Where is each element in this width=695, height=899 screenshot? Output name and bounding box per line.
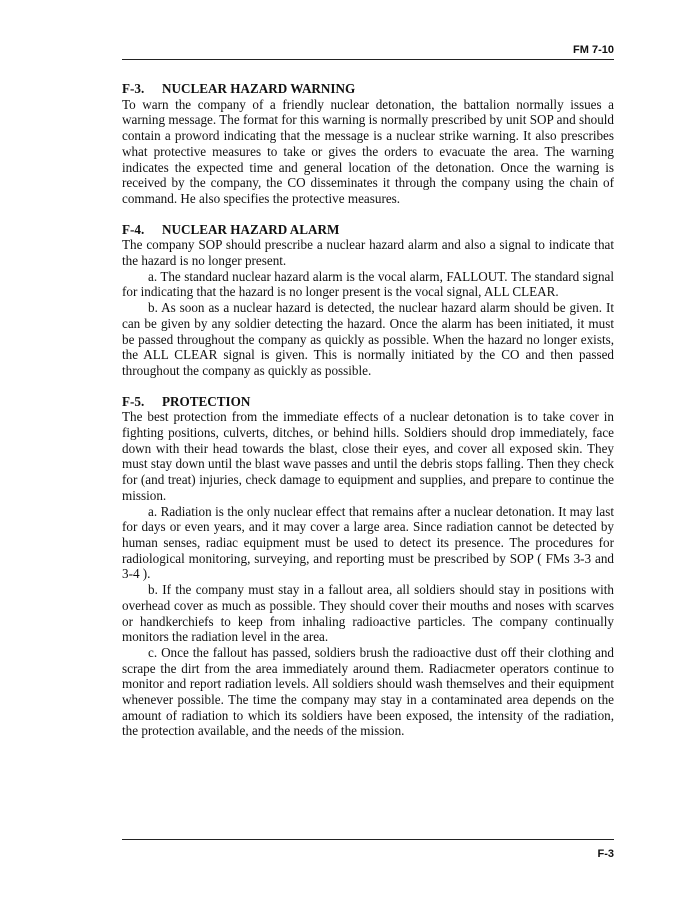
- page-footer: [122, 839, 614, 860]
- page-content: [122, 81, 614, 754]
- section-number: F-5.: [122, 393, 145, 409]
- paragraph: c. Once the fallout has passed, soldiers brush the radioactive dust off their clothing and scrape the dirt from the area immediately around them. Radiacmeter operators continue to monitor and report radiation levels. All soldiers should wash themselves and their equipment whenever possible. The time the company may stay in a contaminated area depends on the amount of radiation to which its soldiers have been exposed, the intensity of the radiation, the protection available, and the needs of the mission.: [122, 644, 614, 739]
- section-f5: [122, 394, 614, 739]
- page-header: [122, 44, 614, 60]
- paragraph: a. Radiation is the only nuclear effect that remains after a nuclear detonation. It may last for days or even years, and it may cover a large area. Since radiation cannot be detected by human senses, radiac equipment must be used to detect its presence. The procedures for radiological monitoring, surveying, and reporting must be prescribed by SOP ( FMs 3-3 and 3-4 ).: [122, 503, 614, 582]
- section-number: F-4.: [122, 221, 145, 237]
- document-id: FM 7-10: [573, 44, 614, 56]
- paragraph: b. If the company must stay in a fallout area, all soldiers should stay in positions with overhead cover as much as possible. They should cover their mouths and noses with scarves or handkerchiefs to keep from inhaling radioactive particles. The company continually monitors the radiation level in the area.: [122, 582, 614, 645]
- section-heading: [122, 394, 614, 410]
- section-f4: [122, 222, 614, 379]
- page-number: F-3: [597, 848, 614, 860]
- section-title: NUCLEAR HAZARD WARNING: [162, 81, 356, 96]
- section-heading: [122, 81, 614, 97]
- paragraph: The company SOP should prescribe a nuclear hazard alarm and also a signal to indicate that the hazard is no longer present.: [122, 237, 614, 269]
- section-f3: [122, 81, 614, 207]
- section-heading: [122, 222, 614, 238]
- section-title: PROTECTION: [162, 393, 251, 409]
- section-number: F-3.: [122, 81, 145, 96]
- section-title: NUCLEAR HAZARD ALARM: [162, 221, 340, 237]
- paragraph: a. The standard nuclear hazard alarm is the vocal alarm, FALLOUT. The standard signal for indicating that the hazard is no longer present is the vocal signal, ALL CLEAR.: [122, 268, 614, 300]
- paragraph: b. As soon as a nuclear hazard is detected, the nuclear hazard alarm should be given. It can be given by any soldier detecting the hazard. Once the alarm has been initiated, it must be passed throughout the company as quickly as possible. When the hazard no longer exists, the ALL CLEAR signal is given. This is normally initiated by the CO and then passed throughout the company as quickly as possible.: [122, 300, 614, 378]
- paragraph: To warn the company of a friendly nuclear detonation, the battalion normally issues a warning message. The format for this warning is normally prescribed by unit SOP and should contain a proword indicating that the message is a nuclear strike warning. It also prescribes what protective measures to take or gives the orders to evacuate the area. The warning indicates the expected time and general location of the detonation. Once the warning is received by the company, the CO disseminates it through the company using the chain of command. He also specifies the protective measures.: [122, 96, 614, 206]
- paragraph: The best protection from the immediate effects of a nuclear detonation is to take cover in fighting positions, culverts, ditches, or behind hills. Soldiers should drop immediately, face down with their head towards the blast, close their eyes, and cover all exposed skin. They must stay down until the blast wave passes and until the debris stops falling. Then they check for (and treat) injuries, check damage to equipment and supplies, and prepare to continue the mission.: [122, 409, 614, 503]
